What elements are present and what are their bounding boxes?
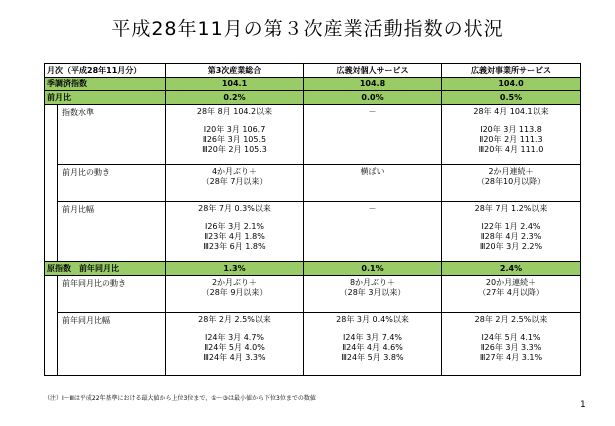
activity-index-table	[44, 63, 581, 376]
page-number: 1	[580, 400, 586, 410]
page-title: 平成28年11月の第３次産業活動指数の状況	[111, 18, 504, 40]
detail-row	[45, 165, 581, 202]
detail-label: 前年同月比の動き	[58, 276, 166, 313]
detail-cell	[442, 202, 581, 262]
mom-rate-value: 0.5%	[442, 91, 581, 105]
detail-main-text: 8か月ぶり＋	[349, 278, 396, 287]
spacer	[168, 117, 301, 125]
detail-main-text: 28年 2月 2.5%以来	[198, 315, 271, 324]
original-index-label: 原指数 前年同月比	[45, 262, 166, 276]
seasonal-index-value: 104.8	[304, 78, 442, 91]
detail-label: 指数水準	[58, 105, 166, 165]
detail-sub-text: Ⅱ24年 4月 4.6%	[342, 343, 403, 352]
detail-row	[45, 105, 581, 165]
detail-sub-text: Ⅰ22年 1月 2.4%	[481, 222, 541, 231]
indent-cell	[45, 313, 58, 376]
mom-rate-value: 0.2%	[166, 91, 304, 105]
detail-cell	[442, 313, 581, 376]
detail-sub-text: Ⅱ26年 3月 105.5	[202, 135, 267, 144]
spacer	[444, 325, 578, 333]
header-row	[45, 64, 581, 78]
detail-main-text: －	[368, 204, 377, 213]
detail-main-text: 4か月ぶり＋	[211, 167, 258, 176]
period-header: 月次（平成28年11月分）	[45, 64, 166, 78]
spacer	[168, 214, 301, 222]
detail-main-text: 横ばい	[360, 167, 385, 176]
spacer	[444, 117, 578, 125]
detail-cell	[304, 105, 442, 165]
detail-sub-text: Ⅰ20年 3月 106.7	[203, 125, 266, 134]
col-header-total: 第3次産業総合	[166, 64, 304, 78]
yoy-rate-value: 0.1%	[304, 262, 442, 276]
detail-cell	[304, 276, 442, 313]
spacer	[168, 325, 301, 333]
detail-sub-text: Ⅰ24年 3月 4.7%	[204, 333, 265, 342]
indent-cell	[45, 105, 58, 165]
detail-main-text: 28年 7月 1.2%以来	[474, 204, 548, 213]
detail-cell	[304, 165, 442, 202]
detail-row	[45, 313, 581, 376]
detail-sub-text: Ⅲ23年 6月 1.8%	[203, 242, 266, 251]
detail-main-text: 28年 4月 104.1以来	[473, 107, 549, 116]
detail-cell	[166, 202, 304, 262]
detail-cell	[166, 313, 304, 376]
detail-main-text: 28年 7月 0.3%以来	[198, 204, 271, 213]
detail-sub-text: Ⅰ24年 3月 7.4%	[342, 333, 403, 342]
seasonal-index-row	[45, 78, 581, 91]
footnote: （注）Ⅰ～Ⅲは平成22年基準における最大値から上位3位まで、①～③は最小値から下位3位までの数値	[44, 395, 316, 402]
detail-sub-text: Ⅲ20年 2月 105.3	[202, 145, 267, 154]
indent-cell	[45, 202, 58, 262]
detail-sub-text: Ⅰ24年 5月 4.1%	[481, 333, 541, 342]
detail-cell	[304, 313, 442, 376]
indent-cell	[45, 165, 58, 202]
seasonal-index-value: 104.1	[166, 78, 304, 91]
detail-sub-text: Ⅱ26年 3月 3.3%	[480, 343, 542, 352]
yoy-rate-value: 1.3%	[166, 262, 304, 276]
detail-main-text: －	[368, 107, 377, 116]
detail-label: 前年同月比幅	[58, 313, 166, 376]
detail-sub-text: Ⅱ24年 5月 4.0%	[204, 343, 265, 352]
detail-sub-text: Ⅱ23年 4月 1.8%	[204, 232, 265, 241]
detail-sub-text: Ⅲ24年 5月 3.8%	[341, 353, 404, 362]
detail-label: 前月比幅	[58, 202, 166, 262]
detail-sub-text: （28年 7月以来）	[201, 177, 268, 186]
mom-rate-value: 0.0%	[304, 91, 442, 105]
seasonal-index-label: 季調済指数	[45, 78, 166, 91]
detail-main-text: 28年 2月 2.5%以来	[474, 315, 548, 324]
detail-sub-text: Ⅱ28年 4月 2.3%	[480, 232, 542, 241]
detail-main-text: 2か月連続＋	[488, 167, 534, 176]
detail-sub-text: Ⅲ20年 3月 2.2%	[479, 242, 543, 251]
detail-sub-text: Ⅰ20年 3月 113.8	[480, 125, 542, 134]
mom-rate-row	[45, 91, 581, 105]
detail-cell	[304, 202, 442, 262]
seasonal-index-value: 104.0	[442, 78, 581, 91]
detail-sub-text: Ⅲ27年 4月 3.1%	[479, 353, 543, 362]
detail-cell	[442, 105, 581, 165]
original-index-row	[45, 262, 581, 276]
detail-cell	[166, 276, 304, 313]
detail-label: 前月比の動き	[58, 165, 166, 202]
detail-sub-text: Ⅱ20年 2月 111.3	[479, 135, 543, 144]
detail-main-text: 20か月連続＋	[485, 278, 537, 287]
detail-cell	[442, 165, 581, 202]
detail-row	[45, 202, 581, 262]
col-header-business: 広義対事業所サービス	[442, 64, 581, 78]
spacer	[306, 325, 439, 333]
detail-sub-text: （28年 3月以来）	[339, 288, 406, 297]
detail-sub-text: （28年 9月以来）	[201, 288, 268, 297]
yoy-rate-value: 2.4%	[442, 262, 581, 276]
detail-cell	[166, 105, 304, 165]
indent-cell	[45, 276, 58, 313]
detail-cell	[442, 276, 581, 313]
mom-rate-label: 前月比	[45, 91, 166, 105]
detail-main-text: 28年 8月 104.2以来	[196, 107, 273, 116]
detail-row	[45, 276, 581, 313]
spacer	[444, 214, 578, 222]
detail-main-text: 28年 3月 0.4%以来	[336, 315, 409, 324]
detail-sub-text: （27年 4月以降）	[478, 288, 544, 297]
detail-sub-text: Ⅰ26年 3月 2.1%	[204, 222, 265, 231]
detail-sub-text: （28年10月以降）	[476, 177, 546, 186]
detail-cell	[166, 165, 304, 202]
detail-main-text: 2か月ぶり＋	[211, 278, 258, 287]
detail-sub-text: Ⅲ20年 4月 111.0	[478, 145, 544, 154]
col-header-personal: 広義対個人サービス	[304, 64, 442, 78]
detail-sub-text: Ⅲ24年 4月 3.3%	[203, 353, 266, 362]
